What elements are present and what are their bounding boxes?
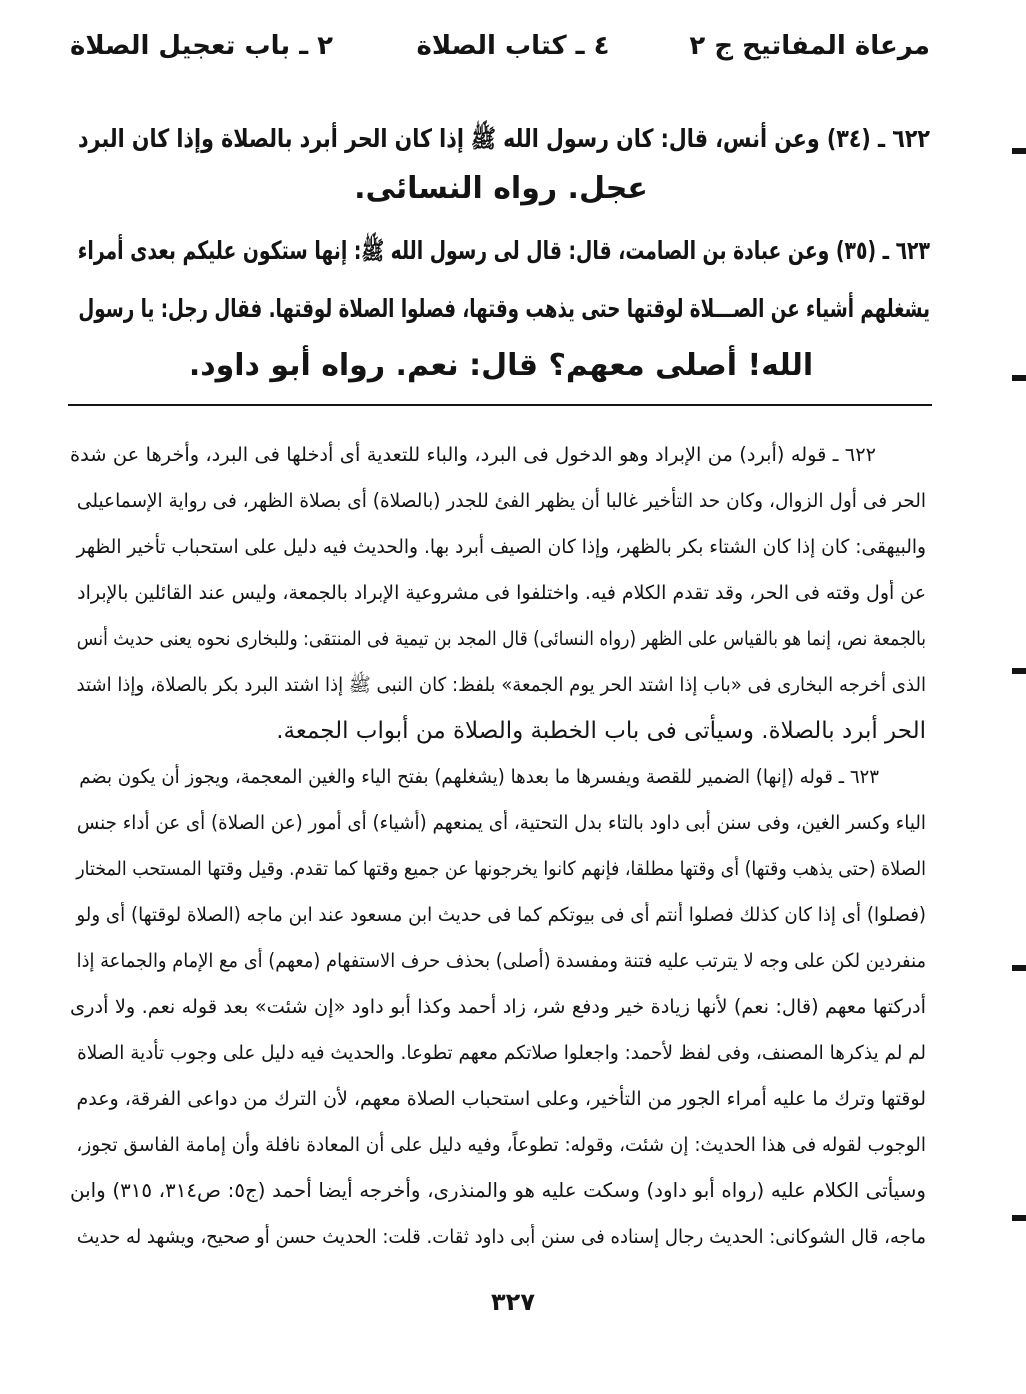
hadith-line: الله! أصلى معهم؟ قال: نعم. رواه أبو داود. [188,348,814,383]
commentary-line: لم لم يذكرها المصنف، وفى لفظ لأحمد: واجعلوا صلاتكم معهم تطوعا. والحديث فيه دليل على وجوب تأدية الصلاة [77,1041,926,1064]
hadith-line: ٦٢٣ ـ (٣٥) وعن عبادة بن الصامت، قال: قال لى رسول الله ﷺ: إنها ستكون عليكم بعدى أمراء [77,236,930,265]
commentary-line: الوجوب لقوله فى هذا الحديث: إن شئت، وقوله: تطوعاً، وفيه دليل على أن المعادة نافلة وأن إمامة الفاسق تجوز، [76,1133,926,1156]
commentary-line: الذى أخرجه البخارى فى «باب إذا اشتد الحر يوم الجمعة» بلفظ: كان النبى ﷺ إذا اشتد البرد بكر بالصلاة، وإذا اشتد [76,673,926,696]
commentary [70,432,926,1260]
page-number: ٣٢٧ [491,1288,535,1316]
book-title: ٤ ـ كتاب الصلاة [416,31,610,61]
commentary-line: ٦٢٢ ـ قوله (أبرد) من الإبراد وهو الدخول فى البرد، والباء للتعدية أى أدخلها فى البرد، وأخرها عن شدة [70,443,876,466]
hadith-line: عجل. رواه النسائى. [354,171,648,206]
scan-mark [1012,148,1026,154]
commentary-line: الحر أبرد بالصلاة. وسيأتى فى باب الخطبة والصلاة من أبواب الجمعة. [276,718,926,744]
chapter-title: ٢ ـ باب تعجيل الصلاة [70,31,334,61]
commentary-line: الياء وكسر الغين، وفى سنن أبى داود بالتاء بدل التحتية، أى يمنعهم (أشياء) أى أمور (عن الصلاة) أى عن أداء جنس [76,811,927,834]
commentary-line: بالجمعة نص، إنما هو بالقياس على الظهر (رواه النسائى) قال المجد بن تيمية فى المنتقى: وللبخارى نحوه يعنى حديث أنس [76,627,927,650]
commentary-line: عن أول وقته فى الحر، وقد تقدم الكلام فيه. واختلفوا فى مشروعية الإبراد بالجمعة، وليس عند القائلين بالإبراد [77,581,926,604]
commentary-line: (فصلوا) أى إذا كان كذلك فصلوا أنتم أى فى بيوتكم كما فى حديث ابن مسعود عند ابن ماجه (الصلاة لوقتها) أى ولو [76,903,926,926]
commentary-line: ماجه، قال الشوكانى: الحديث رجال إسناده فى سنن أبى داود ثقات. قلت: الحديث حسن أو صحيح، ويشهد له حديث [76,1225,926,1248]
commentary-line: ٦٢٣ ـ قوله (إنها) الضمير للقصة ويفسرها ما بعدها (يشغلهم) بفتح الياء والغين المعجمة، ويجوز أن يكون بضم [79,765,880,788]
commentary-line: الصلاة (حتى يذهب وقتها) أى وقتها مطلقا، فإنهم كانوا يخرجونها عن جميع وقتها كما تقدم. وقيل وقتها المستحب المختار [76,857,926,880]
commentary-line: لوقتها وترك ما عليه أمراء الجور من التأخير، وعلى استحباب الصلاة معهم، لأن الترك من دواعى الفرقة، وعدم [76,1087,927,1110]
hadith-line: ٦٢٢ ـ (٣٤) وعن أنس، قال: كان رسول الله ﷺ إذا كان الحر أبرد بالصلاة وإذا كان البرد [78,124,930,153]
scan-mark [1012,965,1026,971]
separator-rule [68,404,932,406]
running-title: مرعاة المفاتيح ج ٢ [689,31,930,61]
hadith-line: يشغلهم أشياء عن الصـــلاة لوقتها حتى يذهب وقتها، فصلوا الصلاة لوقتها. فقال رجل: يا رسول [78,294,931,323]
scan-mark [1012,668,1026,674]
commentary-line: أدركتها معهم (قال: نعم) لأنها زيادة خير ودفع شر، زاد أحمد وكذا أبو داود «إن شئت» بعد قوله نعم. ولا أدرى [70,995,926,1018]
scan-mark [1012,1215,1026,1221]
commentary-line: وسيأتى الكلام عليه (رواه أبو داود) وسكت عليه هو والمنذرى، وأخرجه أيضا أحمد (ج٥: ص٣١٤، ٣١٥) وابن [70,1179,926,1202]
scan-mark [1012,375,1026,381]
commentary-line: والبيهقى: كان إذا كان الشتاء بكر بالظهر، وإذا كان الصيف أبرد بها. والحديث فيه دليل على استحباب تأخير الظهر [76,535,926,558]
commentary-line: الحر فى أول الزوال، وكان حد التأخير غالبا أن يظهر الفئ للجدر (بالصلاة) أى بصلاة الظهر، فى رواية الإسماعيلى [76,489,926,512]
commentary-line: منفردين لكن على وجه لا يترتب عليه فتنة ومفسدة (أصلى) بحذف حرف الاستفهام (معهم) أى مع الإمام والجماعة إذا [76,949,926,972]
